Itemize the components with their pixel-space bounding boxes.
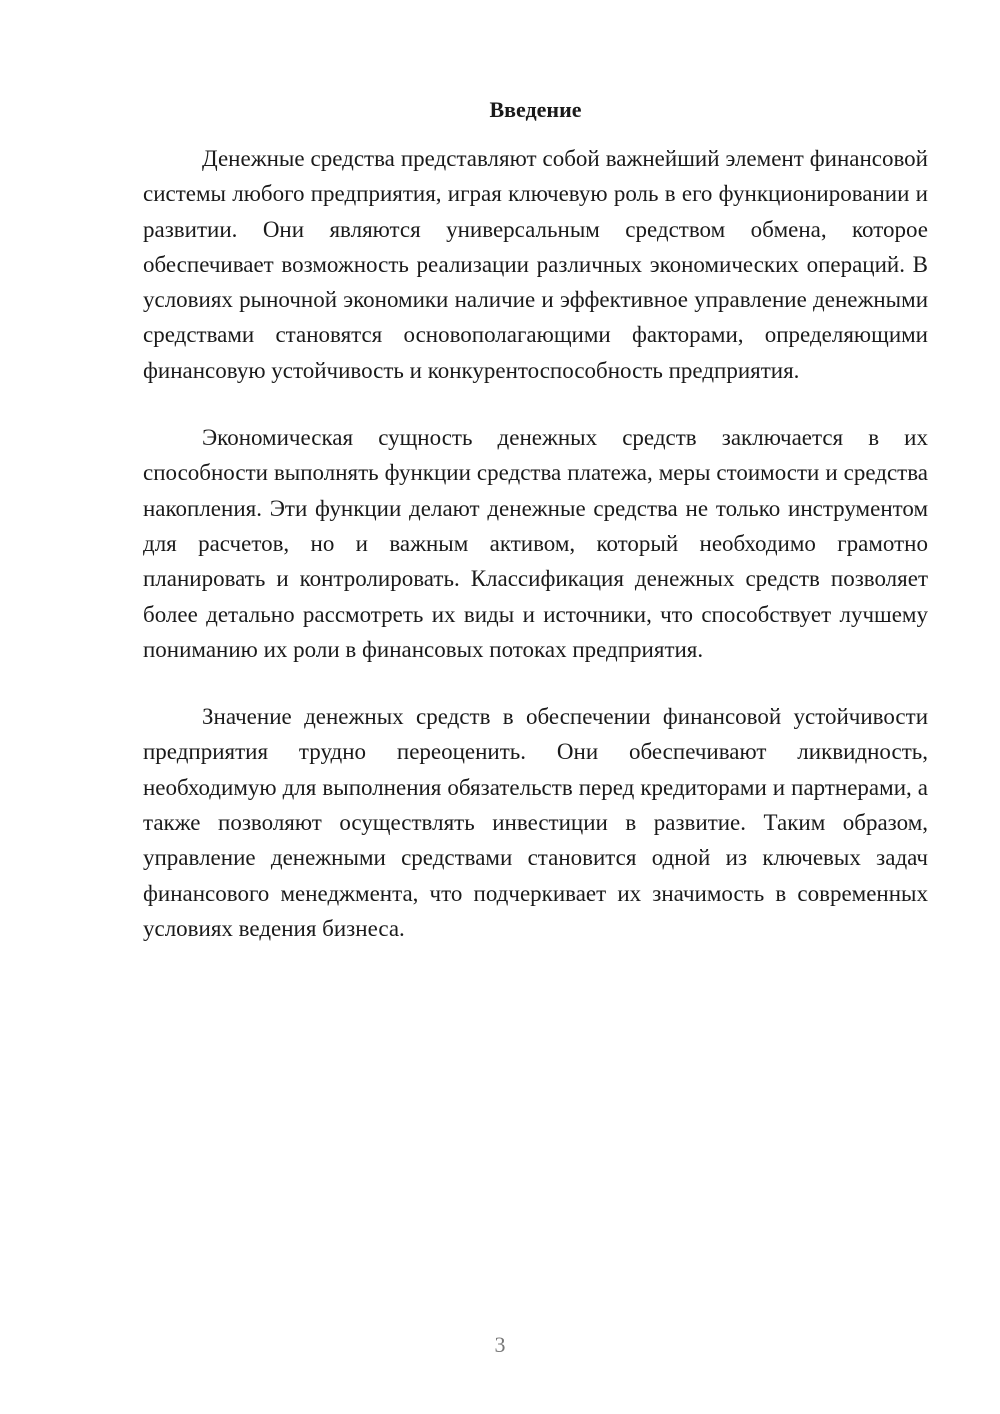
body-text	[143, 141, 928, 978]
paragraph-3: Значение денежных средств в обеспечении финансовой устойчивости предприятия трудно переоценить. Они обеспечивают ликвидность, необходимую для выполнения обязательств перед кредиторами и партнерами, а также позволяют осуществлять инвестиции в развитие. Таким образом, управление денежными средствами становится одной из ключевых задач финансового менеджмента, что подчеркивает их значимость в современных условиях ведения бизнеса.	[143, 704, 928, 941]
page-number: 3	[494, 1332, 506, 1357]
section-heading: Введение	[489, 97, 582, 122]
paragraph-1: Денежные средства представляют собой важнейший элемент финансовой системы любого предприятия, играя ключевую роль в его функционировании и развитии. Они являются универсальным средством обмена, которое обеспечивает возможность реализации различных экономических операций. В условиях рыночной экономики наличие и эффективное управление денежными средствами становятся основополагающими факторами, определяющими финансовую устойчивость и конкурентоспособность предприятия.	[143, 146, 928, 383]
paragraph-2: Экономическая сущность денежных средств заключается в их способности выполнять функции средства платежа, меры стоимости и средства накопления. Эти функции делают денежные средства не только инструментом для расчетов, но и важным активом, который необходимо грамотно планировать и контролировать. Классификация денежных средств позволяет более детально рассмотреть их виды и источники, что способствует лучшему пониманию их роли в финансовых потоках предприятия.	[143, 425, 928, 662]
